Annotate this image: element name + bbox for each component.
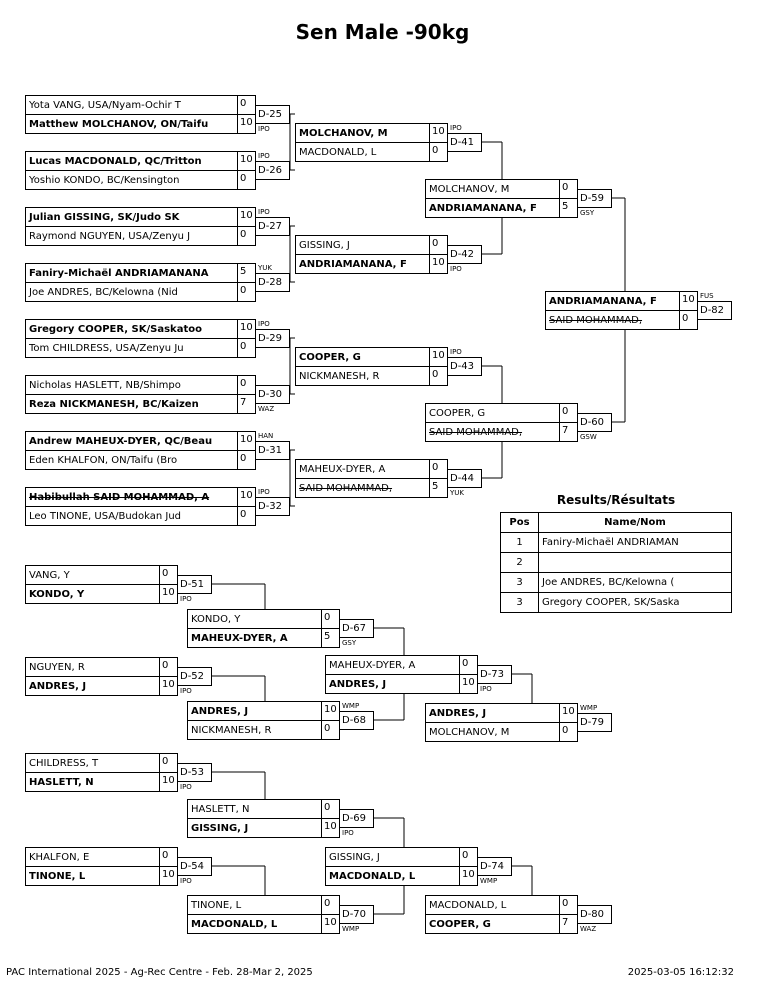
competitor-name: ANDRIAMANANA, F (429, 203, 537, 214)
competitor-row (296, 255, 447, 274)
match-id: D-31 (255, 441, 290, 460)
competitor-name: MOLCHANOV, M (299, 128, 388, 139)
match-id: D-52 (177, 667, 212, 686)
match-id: D-59 (577, 189, 612, 208)
competitor-name: Raymond NGUYEN, USA/Zenyu J (29, 231, 191, 242)
match-box (25, 565, 178, 604)
competitor-name: Lucas MACDONALD, QC/Tritton (29, 156, 202, 167)
competitor-score: 0 (429, 367, 447, 386)
results-header-row (501, 513, 732, 533)
page-title: Sen Male -90kg (295, 20, 470, 44)
match-box (325, 847, 478, 886)
match-id: D-79 (577, 713, 612, 732)
competitor-score: 5 (559, 199, 577, 218)
competitor-row (188, 915, 339, 934)
competitor-name: Reza NICKMANESH, BC/Kaizen (29, 399, 199, 410)
competitor-score: 0 (237, 96, 255, 115)
competitor-row (296, 143, 447, 162)
competitor-name: CHILDRESS, T (29, 758, 99, 769)
match-box (187, 701, 340, 740)
competitor-row (26, 115, 255, 134)
match-id: D-30 (255, 385, 290, 404)
competitor-score: 0 (429, 460, 447, 479)
results-pos: 2 (501, 553, 539, 573)
win-method-label: YUK (258, 264, 272, 272)
competitor-row (26, 488, 255, 507)
competitor-row (26, 376, 255, 395)
competitor-row (26, 848, 177, 867)
competitor-name: Matthew MOLCHANOV, ON/Taifu (29, 119, 209, 130)
win-method-label: IPO (180, 595, 192, 603)
competitor-row (426, 704, 577, 723)
match-id: D-41 (447, 133, 482, 152)
results-col-name: Name/Nom (539, 513, 732, 533)
competitor-row (26, 152, 255, 171)
results-pos: 3 (501, 593, 539, 613)
competitor-name: ANDRES, J (191, 706, 249, 717)
win-method-label: YUK (450, 489, 464, 497)
competitor-score: 0 (237, 171, 255, 190)
match-box (25, 95, 256, 134)
competitor-score: 0 (559, 723, 577, 742)
competitor-score: 0 (237, 227, 255, 246)
competitor-score: 0 (159, 754, 177, 773)
competitor-score: 0 (321, 610, 339, 629)
competitor-score: 10 (559, 704, 577, 723)
results-pos: 3 (501, 573, 539, 593)
competitor-row (26, 283, 255, 302)
competitor-score: 10 (159, 677, 177, 696)
match-box (425, 179, 578, 218)
win-method-label: IPO (180, 877, 192, 885)
competitor-row (296, 236, 447, 255)
competitor-row (546, 311, 697, 330)
competitor-row (188, 610, 339, 629)
competitor-score: 0 (321, 800, 339, 819)
match-box (545, 291, 698, 330)
win-method-label: IPO (258, 125, 270, 133)
match-box (295, 459, 448, 498)
competitor-row (26, 264, 255, 283)
competitor-score: 10 (237, 208, 255, 227)
competitor-score: 0 (159, 566, 177, 585)
results-col-pos: Pos (501, 513, 539, 533)
match-id: D-26 (255, 161, 290, 180)
competitor-name: ANDRES, J (29, 681, 87, 692)
competitor-row (26, 227, 255, 246)
competitor-name: MAHEUX-DYER, A (299, 464, 386, 475)
win-method-label: IPO (180, 783, 192, 791)
win-method-label: IPO (480, 685, 492, 693)
competitor-name: HASLETT, N (191, 804, 250, 815)
match-box (25, 375, 256, 414)
competitor-score: 5 (321, 629, 339, 648)
competitor-name: Joe ANDRES, BC/Kelowna (Nid (29, 287, 178, 298)
competitor-score: 0 (429, 236, 447, 255)
competitor-name: COOPER, G (429, 919, 491, 930)
results-heading: Results/Résultats (556, 493, 676, 507)
competitor-row (26, 507, 255, 526)
competitor-name: COOPER, G (299, 352, 361, 363)
win-method-label: WAZ (258, 405, 275, 413)
match-box (25, 207, 256, 246)
match-box (295, 235, 448, 274)
competitor-name: Julian GISSING, SK/Judo SK (29, 212, 180, 223)
competitor-row (188, 800, 339, 819)
results-name: Joe ANDRES, BC/Kelowna ( (539, 573, 732, 593)
competitor-name: ANDRES, J (329, 679, 387, 690)
competitor-score: 0 (559, 896, 577, 915)
competitor-row (26, 96, 255, 115)
competitor-name: MAHEUX-DYER, A (329, 660, 416, 671)
competitor-score: 10 (459, 675, 477, 694)
competitor-row (26, 320, 255, 339)
win-method-label: IPO (258, 320, 270, 328)
competitor-score: 7 (237, 395, 255, 414)
match-box (25, 151, 256, 190)
match-id: D-32 (255, 497, 290, 516)
competitor-score: 5 (429, 479, 447, 498)
results-name: Gregory COOPER, SK/Saska (539, 593, 732, 613)
competitor-row (26, 451, 255, 470)
competitor-name: SAID MOHAMMAD, (549, 315, 643, 326)
competitor-name: Tom CHILDRESS, USA/Zenyu Ju (29, 343, 184, 354)
competitor-row (188, 819, 339, 838)
competitor-score: 0 (429, 143, 447, 162)
competitor-row (326, 848, 477, 867)
competitor-name: ANDRES, J (429, 708, 487, 719)
competitor-row (426, 180, 577, 199)
match-box (187, 895, 340, 934)
competitor-score: 10 (159, 773, 177, 792)
competitor-row (26, 677, 177, 696)
competitor-row (26, 208, 255, 227)
competitor-name: COOPER, G (429, 408, 486, 419)
results-name (539, 553, 732, 573)
win-method-label: IPO (258, 488, 270, 496)
match-box (325, 655, 478, 694)
competitor-row (296, 460, 447, 479)
competitor-score: 10 (237, 320, 255, 339)
competitor-row (296, 348, 447, 367)
win-method-label: IPO (450, 265, 462, 273)
competitor-name: MOLCHANOV, M (429, 727, 510, 738)
competitor-score: 0 (237, 339, 255, 358)
competitor-row (546, 292, 697, 311)
competitor-score: 10 (159, 867, 177, 886)
competitor-row (326, 675, 477, 694)
competitor-row (26, 339, 255, 358)
competitor-score: 0 (237, 507, 255, 526)
competitor-score: 10 (237, 115, 255, 134)
competitor-name: GISSING, J (191, 823, 249, 834)
match-id: D-70 (339, 905, 374, 924)
competitor-score: 7 (559, 423, 577, 442)
competitor-name: KONDO, Y (29, 589, 85, 600)
competitor-score: 0 (159, 658, 177, 677)
competitor-name: MACDONALD, L (191, 919, 278, 930)
win-method-label: IPO (258, 208, 270, 216)
match-box (425, 703, 578, 742)
competitor-row (26, 754, 177, 773)
competitor-name: ANDRIAMANANA, F (299, 259, 407, 270)
competitor-name: TINONE, L (29, 871, 86, 882)
competitor-row (426, 915, 577, 934)
competitor-row (26, 867, 177, 886)
competitor-name: MAHEUX-DYER, A (191, 633, 288, 644)
competitor-score: 10 (237, 432, 255, 451)
competitor-row (326, 656, 477, 675)
results-table (500, 512, 732, 613)
match-id: D-60 (577, 413, 612, 432)
competitor-score: 0 (321, 896, 339, 915)
match-id: D-80 (577, 905, 612, 924)
competitor-name: VANG, Y (29, 570, 70, 581)
competitor-score: 10 (159, 585, 177, 604)
competitor-name: Yota VANG, USA/Nyam-Ochir T (29, 100, 181, 111)
results-pos: 1 (501, 533, 539, 553)
match-id: D-43 (447, 357, 482, 376)
competitor-row (26, 658, 177, 677)
competitor-name: Leo TINONE, USA/Budokan Jud (29, 511, 182, 522)
win-method-label: WMP (580, 704, 598, 712)
results-row (501, 553, 732, 573)
win-method-label: WMP (342, 925, 360, 933)
competitor-name: SAID MOHAMMAD, (429, 427, 523, 438)
competitor-name: GISSING, J (299, 240, 350, 251)
match-box (295, 347, 448, 386)
match-id: D-29 (255, 329, 290, 348)
competitor-name: GISSING, J (329, 852, 380, 863)
win-method-label: GSY (580, 209, 595, 217)
competitor-score: 10 (321, 702, 339, 721)
competitor-row (188, 702, 339, 721)
match-id: D-73 (477, 665, 512, 684)
competitor-name: MACDONALD, L (429, 900, 507, 911)
win-method-label: IPO (180, 687, 192, 695)
win-method-label: HAN (258, 432, 274, 440)
competitor-row (326, 867, 477, 886)
match-box (187, 609, 340, 648)
competitor-name: KONDO, Y (191, 614, 241, 625)
competitor-name: NGUYEN, R (29, 662, 85, 673)
match-id: D-69 (339, 809, 374, 828)
competitor-row (296, 367, 447, 386)
win-method-label: GSY (342, 639, 357, 647)
competitor-name: Yoshio KONDO, BC/Kensington (29, 175, 180, 186)
footer-timestamp: 2025-03-05 16:12:32 (627, 967, 734, 978)
win-method-label: WAZ (580, 925, 597, 933)
match-id: D-53 (177, 763, 212, 782)
win-method-label: GSW (580, 433, 597, 441)
competitor-name: HASLETT, N (29, 777, 94, 788)
match-box (425, 403, 578, 442)
competitor-score: 0 (321, 721, 339, 740)
results-row (501, 593, 732, 613)
competitor-score: 0 (237, 451, 255, 470)
competitor-row (296, 479, 447, 498)
competitor-row (26, 395, 255, 414)
competitor-row (426, 896, 577, 915)
competitor-row (26, 585, 177, 604)
competitor-name: Eden KHALFON, ON/Taifu (Bro (29, 455, 178, 466)
match-id: D-82 (697, 301, 732, 320)
competitor-score: 10 (321, 819, 339, 838)
competitor-row (26, 566, 177, 585)
match-id: D-28 (255, 273, 290, 292)
competitor-name: NICKMANESH, R (191, 725, 272, 736)
match-box (25, 431, 256, 470)
footer-event: PAC International 2025 - Ag-Rec Centre - Feb. 28-Mar 2, 2025 (6, 967, 313, 978)
competitor-name: NICKMANESH, R (299, 371, 380, 382)
win-method-label: IPO (450, 124, 462, 132)
competitor-row (26, 773, 177, 792)
competitor-score: 10 (237, 152, 255, 171)
competitor-row (426, 404, 577, 423)
match-box (25, 487, 256, 526)
win-method-label: WMP (480, 877, 498, 885)
win-method-label: IPO (258, 152, 270, 160)
competitor-row (26, 432, 255, 451)
competitor-score: 0 (459, 656, 477, 675)
competitor-row (426, 423, 577, 442)
competitor-row (26, 171, 255, 190)
competitor-score: 0 (559, 180, 577, 199)
competitor-score: 0 (237, 376, 255, 395)
match-id: D-44 (447, 469, 482, 488)
match-box (25, 319, 256, 358)
match-id: D-74 (477, 857, 512, 876)
match-id: D-27 (255, 217, 290, 236)
competitor-name: TINONE, L (191, 900, 242, 911)
match-id: D-54 (177, 857, 212, 876)
competitor-score: 10 (237, 488, 255, 507)
competitor-name: MACDONALD, L (299, 147, 377, 158)
match-id: D-42 (447, 245, 482, 264)
competitor-name: SAID MOHAMMAD, (299, 483, 393, 494)
competitor-score: 0 (237, 283, 255, 302)
match-id: D-68 (339, 711, 374, 730)
results-row (501, 573, 732, 593)
competitor-name: Nicholas HASLETT, NB/Shimpo (29, 380, 181, 391)
competitor-row (188, 721, 339, 740)
competitor-name: MACDONALD, L (329, 871, 416, 882)
win-method-label: IPO (450, 348, 462, 356)
competitor-row (188, 629, 339, 648)
competitor-score: 7 (559, 915, 577, 934)
match-box (25, 263, 256, 302)
competitor-score: 0 (159, 848, 177, 867)
competitor-name: Gregory COOPER, SK/Saskatoo (29, 324, 202, 335)
competitor-score: 10 (321, 915, 339, 934)
competitor-score: 0 (559, 404, 577, 423)
competitor-row (426, 199, 577, 218)
competitor-row (426, 723, 577, 742)
match-box (25, 847, 178, 886)
match-box (425, 895, 578, 934)
competitor-name: Faniry-Michaël ANDRIAMANANA (29, 268, 209, 279)
match-id: D-67 (339, 619, 374, 638)
competitor-score: 10 (429, 124, 447, 143)
match-box (25, 753, 178, 792)
competitor-score: 10 (459, 867, 477, 886)
win-method-label: WMP (342, 702, 360, 710)
competitor-score: 0 (459, 848, 477, 867)
competitor-name: Andrew MAHEUX-DYER, QC/Beau (29, 436, 213, 447)
competitor-score: 10 (429, 255, 447, 274)
win-method-label: IPO (342, 829, 354, 837)
match-id: D-51 (177, 575, 212, 594)
win-method-label: FUS (700, 292, 714, 300)
match-box (295, 123, 448, 162)
match-box (187, 799, 340, 838)
competitor-name: KHALFON, E (29, 852, 90, 863)
competitor-row (188, 896, 339, 915)
results-row (501, 533, 732, 553)
competitor-score: 5 (237, 264, 255, 283)
competitor-score: 10 (429, 348, 447, 367)
competitor-score: 0 (679, 311, 697, 330)
competitor-row (296, 124, 447, 143)
competitor-name: ANDRIAMANANA, F (549, 296, 657, 307)
competitor-name: MOLCHANOV, M (429, 184, 510, 195)
competitor-name: Habibullah SAID MOHAMMAD, A (29, 492, 210, 503)
results-name: Faniry-Michaël ANDRIAMAN (539, 533, 732, 553)
match-box (25, 657, 178, 696)
match-id: D-25 (255, 105, 290, 124)
competitor-score: 10 (679, 292, 697, 311)
